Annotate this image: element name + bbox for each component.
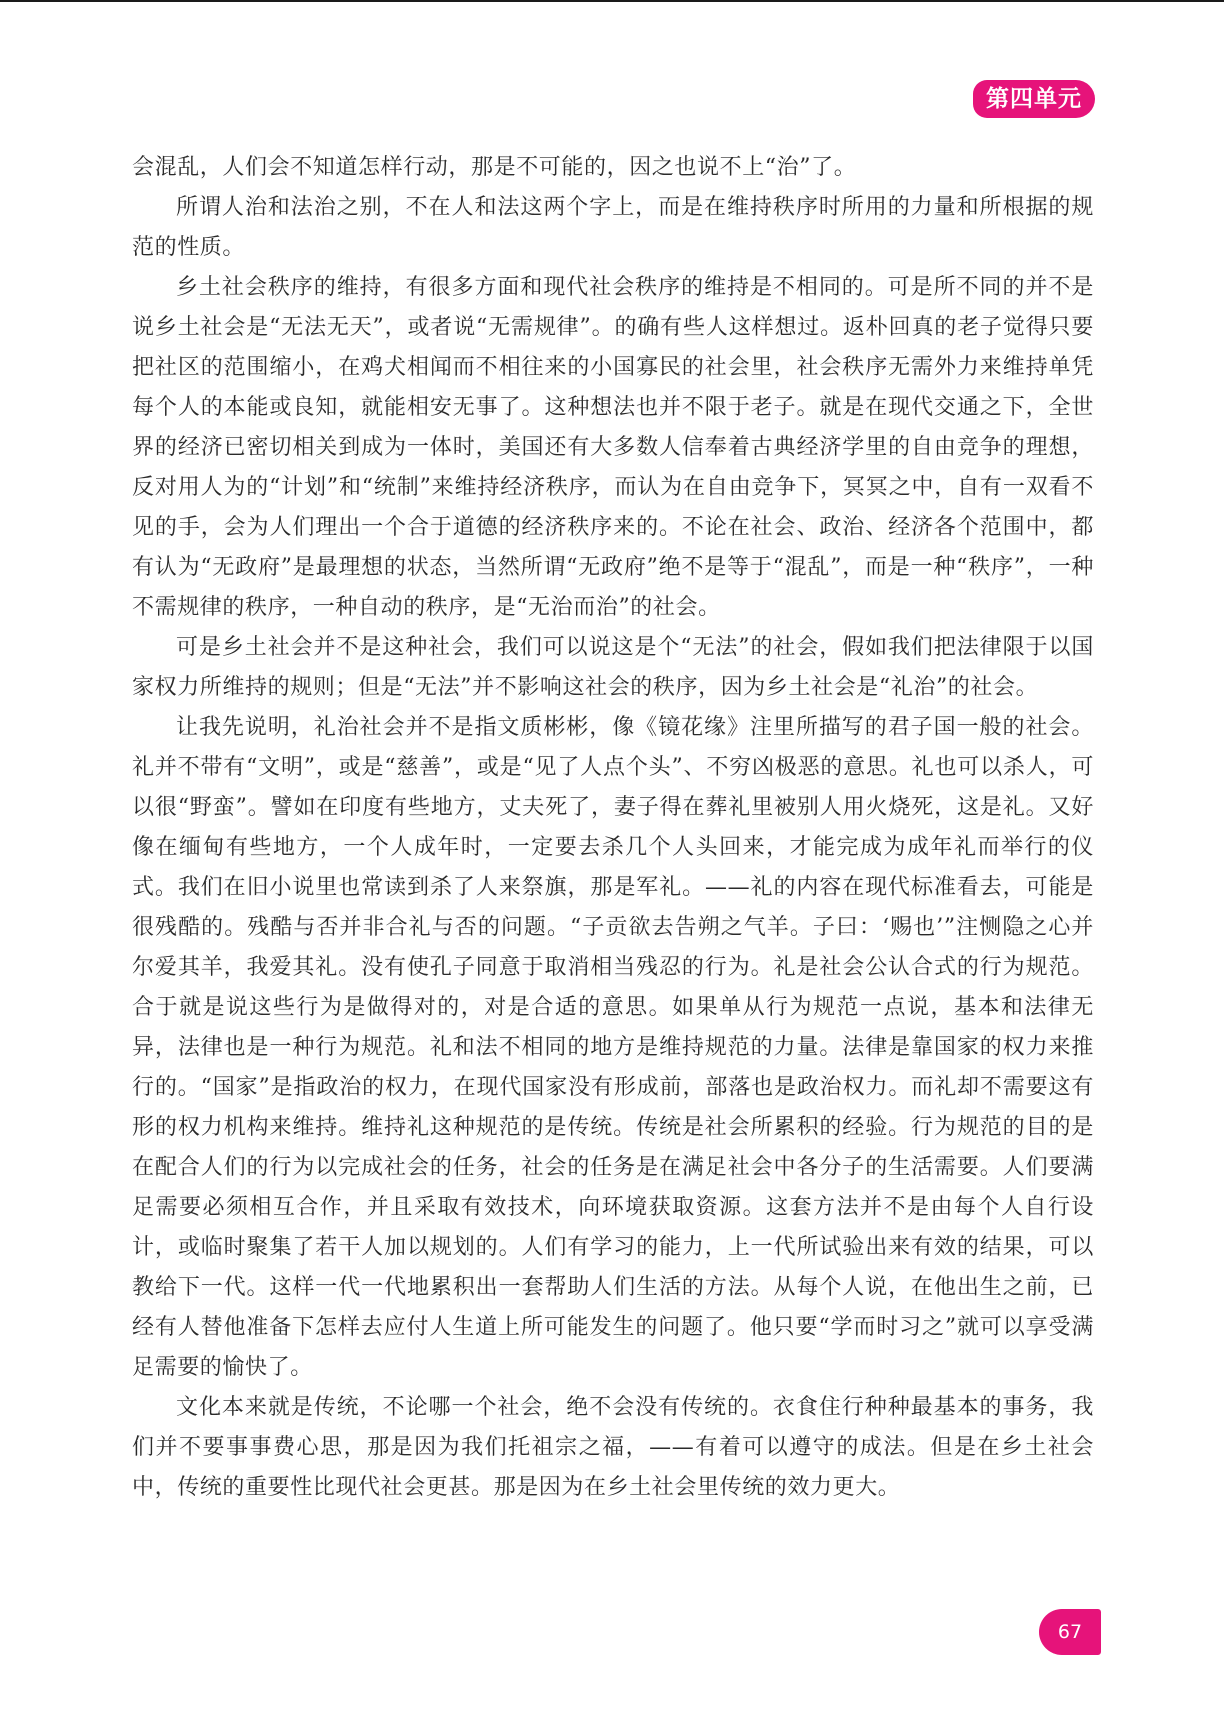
paragraph-1: 会混乱，人们会不知道怎样行动，那是不可能的，因之也说不上“治”了。 [132, 155, 857, 180]
body-text [132, 148, 1094, 1508]
paragraph-6: 文化本来就是传统，不论哪一个社会，绝不会没有传统的。衣食住行种种最基本的事务，我们并不要事事费心思，那是因为我们托祖宗之福，——有着可以遵守的成法。但是在乡土社会中，传统的重要性比现代社会更甚。那是因为在乡土社会里传统的效力更大。 [132, 1395, 1094, 1500]
paragraph-3: 乡土社会秩序的维持，有很多方面和现代社会秩序的维持是不相同的。可是所不同的并不是说乡土社会是“无法无天”，或者说“无需规律”。的确有些人这样想过。返朴回真的老子觉得只要把社区的范围缩小，在鸡犬相闻而不相往来的小国寡民的社会里，社会秩序无需外力来维持单凭每个人的本能或良知，就能相安无事了。这种想法也并不限于老子。就是在现代交通之下，全世界的经济已密切相关到成为一体时，美国还有大多数人信奉着古典经济学里的自由竞争的理想，反对用人为的“计划”和“统制”来维持经济秩序，而认为在自由竞争下，冥冥之中，自有一双看不见的手，会为人们理出一个合于道德的经济秩序来的。不论在社会、政治、经济各个范围中，都有认为“无政府”是最理想的状态，当然所谓“无政府”绝不是等于“混乱”，而是一种“秩序”，一种不需规律的秩序，一种自动的秩序，是“无治而治”的社会。 [132, 275, 1094, 620]
page-number-badge: 67 [1039, 1609, 1101, 1655]
top-rule [0, 0, 1224, 2]
unit-badge: 第四单元 [973, 80, 1095, 118]
paragraph-4: 可是乡土社会并不是这种社会，我们可以说这是个“无法”的社会，假如我们把法律限于以国家权力所维持的规则；但是“无法”并不影响这社会的秩序，因为乡土社会是“礼治”的社会。 [132, 635, 1094, 700]
paragraph-5: 让我先说明，礼治社会并不是指文质彬彬，像《镜花缘》注里所描写的君子国一般的社会。礼并不带有“文明”，或是“慈善”，或是“见了人点个头”、不穷凶极恶的意思。礼也可以杀人，可以很“野蛮”。譬如在印度有些地方，丈夫死了，妻子得在葬礼里被别人用火烧死，这是礼。又好像在缅甸有些地方，一个人成年时，一定要去杀几个人头回来，才能完成为成年礼而举行的仪式。我们在旧小说里也常读到杀了人来祭旗，那是军礼。——礼的内容在现代标准看去，可能是很残酷的。残酷与否并非合礼与否的问题。“子贡欲去告朔之气羊。子曰：‘赐也’”注恻隐之心并尔爱其羊，我爱其礼。没有使孔子同意于取消相当残忍的行为。礼是社会公认合式的行为规范。合于就是说这些行为是做得对的，对是合适的意思。如果单从行为规范一点说，基本和法律无异，法律也是一种行为规范。礼和法不相同的地方是维持规范的力量。法律是靠国家的权力来推行的。“国家”是指政治的权力，在现代国家没有形成前，部落也是政治权力。而礼却不需要这有形的权力机构来维持。维持礼这种规范的是传统。传统是社会所累积的经验。行为规范的目的是在配合人们的行为以完成社会的任务，社会的任务是在满足社会中各分子的生活需要。人们要满足需要必须相互合作，并且采取有效技术，向环境获取资源。这套方法并不是由每个人自行设计，或临时聚集了若干人加以规划的。人们有学习的能力，上一代所试验出来有效的结果，可以教给下一代。这样一代一代地累积出一套帮助人们生活的方法。从每个人说，在他出生之前，已经有人替他准备下怎样去应付人生道上所可能发生的问题了。他只要“学而时习之”就可以享受满足需要的愉快了。 [132, 715, 1094, 1380]
paragraph-2: 所谓人治和法治之别，不在人和法这两个字上，而是在维持秩序时所用的力量和所根据的规范的性质。 [132, 195, 1094, 260]
